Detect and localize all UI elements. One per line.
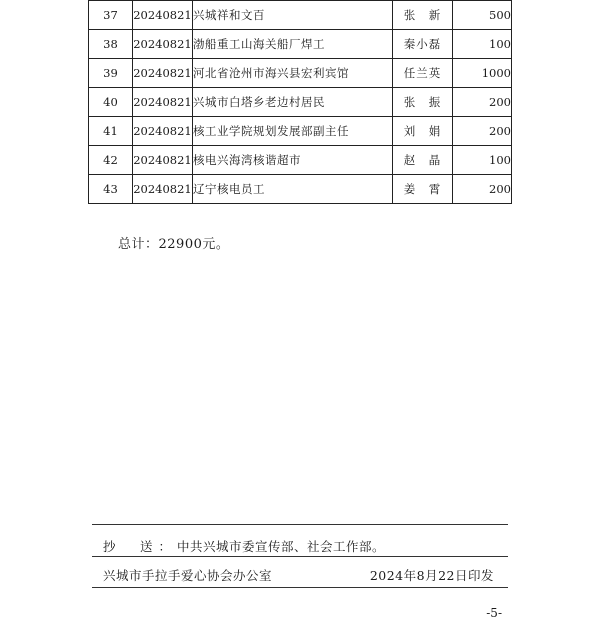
row-number: 37 (89, 1, 133, 30)
row-number: 38 (89, 30, 133, 59)
row-date: 20240821 (133, 1, 193, 30)
footer-middle-rule (92, 556, 508, 557)
row-donor-name: 任兰英 (393, 59, 453, 88)
table-row (89, 59, 512, 88)
footer-bottom-rule (92, 587, 508, 588)
page-number: -5- (486, 606, 502, 620)
row-date: 20240821 (133, 117, 193, 146)
cc-line (103, 537, 385, 555)
row-description: 兴城市白塔乡老边村居民 (193, 88, 393, 117)
row-amount: 500 (453, 1, 512, 30)
row-amount: 100 (453, 146, 512, 175)
table-row (89, 146, 512, 175)
table-row (89, 88, 512, 117)
row-donor-name: 姜 霄 (393, 175, 453, 204)
row-donor-name: 秦小磊 (393, 30, 453, 59)
table-row (89, 1, 512, 30)
cc-label: 抄 送： (103, 539, 178, 554)
row-donor-name: 赵 晶 (393, 146, 453, 175)
row-amount: 200 (453, 117, 512, 146)
cc-recipients: 中共兴城市委宣传部、社会工作部。 (177, 539, 386, 554)
issuing-office: 兴城市手拉手爱心协会办公室 (103, 568, 273, 583)
row-date: 20240821 (133, 88, 193, 117)
table-row (89, 175, 512, 204)
donation-table (88, 0, 512, 204)
row-date: 20240821 (133, 146, 193, 175)
row-date: 20240821 (133, 175, 193, 204)
row-description: 兴城祥和文百 (193, 1, 393, 30)
row-number: 41 (89, 117, 133, 146)
row-date: 20240821 (133, 59, 193, 88)
issue-date: 2024年8月22日印发 (369, 568, 494, 583)
table-row (89, 30, 512, 59)
row-description: 核工业学院规划发展部副主任 (193, 117, 393, 146)
row-donor-name: 张 新 (393, 1, 453, 30)
footer-top-rule (92, 524, 508, 525)
row-description: 辽宁核电员工 (193, 175, 393, 204)
row-description: 渤船重工山海关船厂焊工 (193, 30, 393, 59)
row-amount: 1000 (453, 59, 512, 88)
row-amount: 200 (453, 175, 512, 204)
row-number: 39 (89, 59, 133, 88)
row-number: 43 (89, 175, 133, 204)
row-description: 河北省沧州市海兴县宏利宾馆 (193, 59, 393, 88)
row-donor-name: 张 振 (393, 88, 453, 117)
table-row (89, 117, 512, 146)
row-date: 20240821 (133, 30, 193, 59)
total-amount: 总计：22900元。 (118, 237, 230, 252)
row-number: 40 (89, 88, 133, 117)
row-amount: 200 (453, 88, 512, 117)
row-donor-name: 刘 娟 (393, 117, 453, 146)
row-number: 42 (89, 146, 133, 175)
row-amount: 100 (453, 30, 512, 59)
row-description: 核电兴海湾核谐超市 (193, 146, 393, 175)
